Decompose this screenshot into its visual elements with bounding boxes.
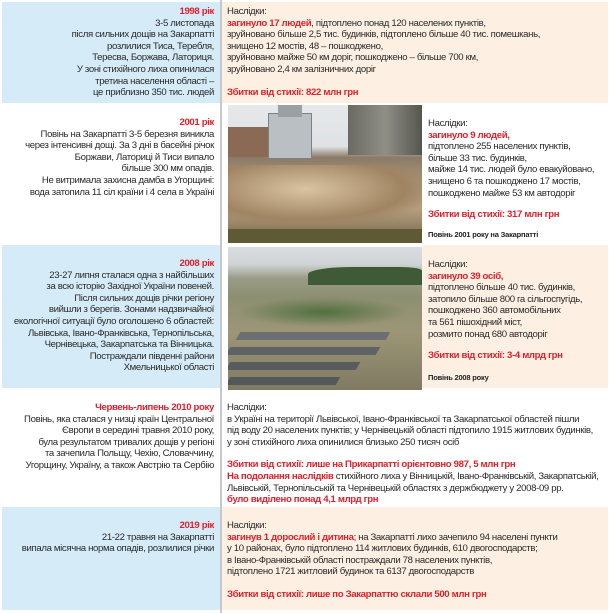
consequence-line: затопило більше 800 га сільгоспугідь, <box>428 293 583 305</box>
consequence-line: зруйновано більше 2,5 тис. будинків, підтоплено більше 40 тис. помешкань, <box>227 29 541 41</box>
desc-line: Львівська, Івано-Франківська, Тернопільська, <box>27 327 214 339</box>
deaths: загинуло 39 осіб, <box>428 270 504 282</box>
desc-line: третина населення області – <box>95 75 214 87</box>
funding-text: Львівській, Тернопільській та Чернівецькій областях з держбюджету у 2008-09 рр. <box>227 482 564 494</box>
consequences-label: Наслідки: <box>227 6 267 17</box>
deaths: загинуло 17 людей <box>227 17 312 29</box>
desc-line: Повінь, яка сталася у низці країн Центральної <box>24 413 214 425</box>
deaths: загинуло 9 людей, <box>428 129 510 141</box>
event-description <box>2 2 220 103</box>
damage: Збитки від стихії: лише по Закарпаттю склали 500 млн грн <box>227 588 487 600</box>
consequences-label: Наслідки: <box>428 118 468 129</box>
damage: Збитки від стихії: лише на Прикарпатті орієнтовно 987, 5 млн грн <box>227 459 516 471</box>
funding-text: стихійного лиха у Вінницькій, Івано-Франківській, Закарпатській, <box>333 470 599 482</box>
event-2008 <box>2 245 608 388</box>
consequence-line: у зоні стихійного лиха опинилися близько 250 тисяч осіб <box>227 436 460 448</box>
desc-line: Тересва, Боржава, Латориця. <box>92 52 214 64</box>
flood-2008-photo <box>228 247 422 390</box>
desc-line: вийшли з берегів. Зонами надзвичайної <box>48 304 214 316</box>
desc-line: за всю історію Західної України повеней. <box>46 281 214 293</box>
event-description <box>2 507 220 610</box>
event-year: 2001 рік <box>179 117 214 128</box>
event-year: 2019 рік <box>179 520 214 531</box>
desc-line: Повінь на Закарпатті 3-5 березня виникла <box>40 128 214 140</box>
consequence-line: підтоплено більше 40 тис. будинків, <box>428 282 575 294</box>
consequence-line: у 10 районах, було підтоплено 114 житлових будинків, 610 двогосподарств; <box>227 543 538 555</box>
consequence-line: ; на Закарпатті лихо зачепило 94 населені пункти <box>353 531 558 543</box>
desc-line: Після сильних дощів річки регіону <box>74 292 214 304</box>
desc-line: вода затопила 11 сіл країни і 4 села в Україні <box>29 186 214 198</box>
consequence-line: майже 14 тис. людей було евакуйовано, <box>428 164 595 176</box>
desc-line: Постраждали південні райони <box>89 350 214 362</box>
event-consequences <box>422 245 608 388</box>
event-description <box>2 105 220 243</box>
event-consequences <box>222 2 608 103</box>
consequences-label: Наслідки: <box>227 402 267 413</box>
desc-line: 23-27 липня сталася одна з найбільших <box>49 269 214 281</box>
event-year: Червень-липень 2010 року <box>95 402 214 413</box>
desc-line: екологічної ситуації було оголошено 6 областей: <box>13 315 214 327</box>
desc-line: Угорщину, Україну, а також Австрію та Сербію <box>25 459 214 471</box>
consequence-line: знищено 12 мостів, 48 – пошкоджено, <box>227 40 383 52</box>
event-description <box>2 245 220 388</box>
consequence-line: в Івано-Франківській області постраждали 78 населених пунктів, <box>227 554 493 566</box>
event-year: 2008 рік <box>179 258 214 269</box>
event-year: 1998 рік <box>179 6 214 17</box>
desc-line: Хмельницької області <box>123 362 214 374</box>
event-description <box>2 390 220 503</box>
event-2001 <box>2 105 608 243</box>
consequence-line: в Україні на території Львівської, Івано-Франківської та Закарпатської областей пішли <box>227 413 580 425</box>
desc-line: У зоні стихійного лиха опинилася <box>76 63 214 75</box>
consequence-line: зруйновано майже 50 км доріг, пошкоджено – більше 700 км, <box>227 52 479 64</box>
desc-line: була результатом тривалих дощів у регіоні <box>38 436 214 448</box>
event-consequences <box>222 390 608 506</box>
desc-line: 21-22 травня на Закарпатті <box>101 531 214 543</box>
consequence-line: під воду 20 населених пунктів; у Чернівецькій області підтопило 1915 житлових будинків, <box>227 425 593 437</box>
damage: Збитки від стихії: 822 млн грн <box>227 86 359 98</box>
consequence-line: підтоплено 1721 житловий будинок та 6137 двогосподарств <box>227 566 474 578</box>
desc-line: через інтенсивні дощі. За 3 дні в басейні річок <box>25 140 214 152</box>
event-2019 <box>2 507 608 610</box>
consequences-label: Наслідки: <box>227 520 267 531</box>
desc-line: Боржави, Латориці й Тиси випало <box>74 151 214 163</box>
consequence-line: пошкоджено 360 автомобільних <box>428 305 561 317</box>
consequence-line: , підтоплено понад 120 населених пунктів, <box>311 17 486 29</box>
desc-line: це приблизно 350 тис. людей <box>93 87 214 99</box>
desc-line: випала місячна норма опадів, розлилися річки <box>21 543 214 555</box>
consequences-label: Наслідки: <box>428 259 468 270</box>
consequence-line: підтоплено 255 населених пунктів, <box>428 141 571 153</box>
photo-caption: Повінь 2008 року <box>428 372 489 382</box>
consequence-line: зруйновано 2,4 км залізничних доріг <box>227 63 376 75</box>
consequence-line: та 561 пішохідний міст, <box>428 316 522 328</box>
desc-line: Чернівецька, Закарпатська та Вінницька. <box>44 339 214 351</box>
desc-line: розлилися Тиса, Теребля, <box>106 40 214 52</box>
event-consequences <box>222 507 608 610</box>
desc-line: 3-5 листопада <box>155 17 214 29</box>
event-1998 <box>2 2 608 103</box>
funding-label: На подолання наслідків <box>227 470 334 482</box>
photo-caption: Повінь 2001 року на Закарпатті <box>428 229 539 239</box>
desc-line: більше 300 мм опадів. <box>121 163 214 175</box>
desc-line: після сильних дощів на Закарпатті <box>71 29 214 41</box>
damage: Збитки від стихії: 3-4 млрд грн <box>428 350 563 362</box>
damage: Збитки від стихії: 317 млн грн <box>428 209 560 221</box>
flood-2001-photo <box>228 105 422 243</box>
deaths: загинув 1 дорослий і дитина <box>227 531 354 543</box>
desc-line: та зачепила Польщу, Чехію, Словаччину, <box>45 448 214 460</box>
consequence-line: більше 33 тис. будинків, <box>428 152 527 164</box>
column-divider <box>220 0 222 613</box>
event-consequences <box>422 105 608 243</box>
desc-line: Європи в середині травня 2010 року, <box>62 425 214 437</box>
event-2010 <box>2 390 608 506</box>
funding-total: було виділено понад 4,1 млрд грн <box>227 494 379 506</box>
desc-line: Не витримала захисна дамба в Угорщині: <box>41 174 214 186</box>
consequence-line: розмито понад 680 автодоріг <box>428 328 548 340</box>
consequence-line: пошкоджено майже 53 км автодоріг <box>428 187 576 199</box>
consequence-line: знищено 6 та пошкоджено 17 мостів, <box>428 175 581 187</box>
